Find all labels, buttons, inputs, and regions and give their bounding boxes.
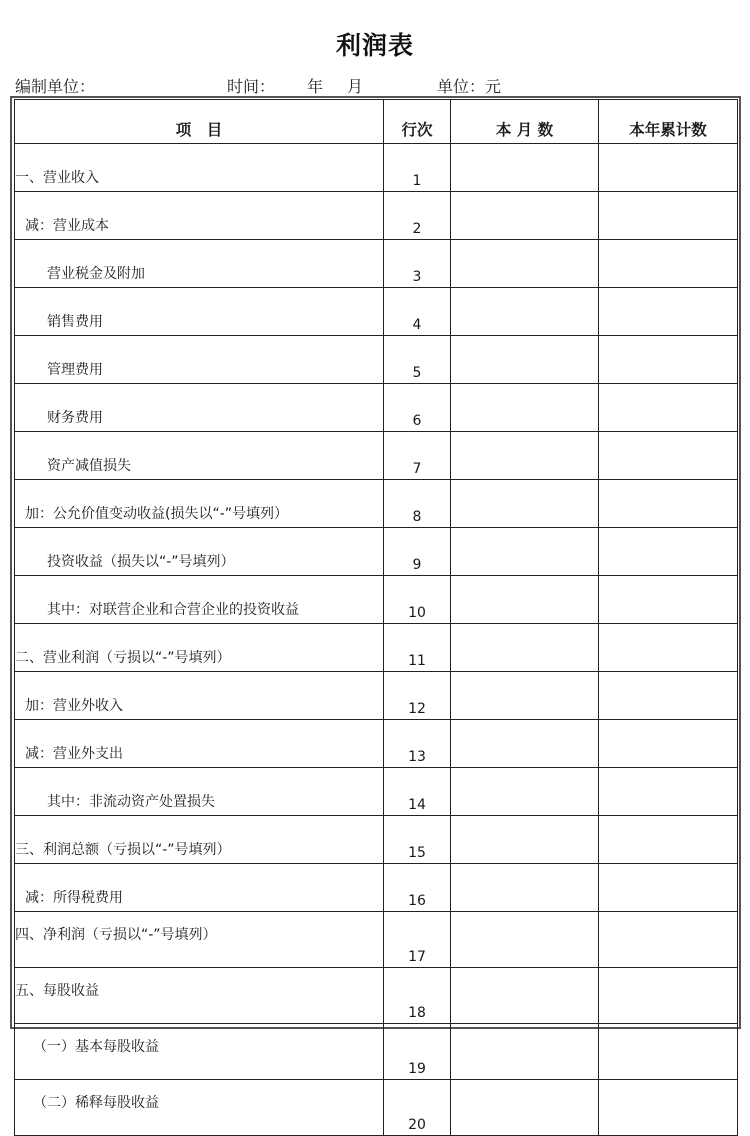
row-number: 9 bbox=[384, 528, 451, 576]
month-value-cell[interactable] bbox=[451, 1080, 599, 1136]
header-row-no: 行次 bbox=[384, 100, 451, 144]
month-value-cell[interactable] bbox=[451, 288, 599, 336]
table-row bbox=[15, 912, 738, 968]
item-label: （一）基本每股收益 bbox=[15, 1024, 384, 1080]
item-label: 其中：非流动资产处置损失 bbox=[15, 768, 384, 816]
item-label: 二、营业利润（亏损以“-”号填列） bbox=[15, 624, 384, 672]
income-statement-table bbox=[14, 99, 738, 1136]
month-value-cell[interactable] bbox=[451, 432, 599, 480]
table-row bbox=[15, 720, 738, 768]
item-label: 资产减值损失 bbox=[15, 432, 384, 480]
item-label: 加：公允价值变动收益(损失以“-”号填列） bbox=[15, 480, 384, 528]
month-value-cell[interactable] bbox=[451, 1024, 599, 1080]
month-value-cell[interactable] bbox=[451, 624, 599, 672]
item-label: 财务费用 bbox=[15, 384, 384, 432]
table-row bbox=[15, 672, 738, 720]
row-number: 11 bbox=[384, 624, 451, 672]
org-label: 编制单位： bbox=[15, 77, 96, 96]
month-value-cell[interactable] bbox=[451, 528, 599, 576]
table-row bbox=[15, 192, 738, 240]
month-value-cell[interactable] bbox=[451, 192, 599, 240]
year-total-cell[interactable] bbox=[599, 240, 738, 288]
year-total-cell[interactable] bbox=[599, 144, 738, 192]
month-value-cell[interactable] bbox=[451, 968, 599, 1024]
row-number: 3 bbox=[384, 240, 451, 288]
row-number: 18 bbox=[384, 968, 451, 1024]
table-row bbox=[15, 336, 738, 384]
row-number: 4 bbox=[384, 288, 451, 336]
year-total-cell[interactable] bbox=[599, 816, 738, 864]
year-total-cell[interactable] bbox=[599, 192, 738, 240]
row-number: 2 bbox=[384, 192, 451, 240]
row-number: 10 bbox=[384, 576, 451, 624]
table-row bbox=[15, 240, 738, 288]
row-number: 8 bbox=[384, 480, 451, 528]
header-year-total: 本年累计数 bbox=[599, 100, 738, 144]
row-number: 1 bbox=[384, 144, 451, 192]
item-label: 销售费用 bbox=[15, 288, 384, 336]
year-total-cell[interactable] bbox=[599, 384, 738, 432]
header-month: 本 月 数 bbox=[451, 100, 599, 144]
month-value-cell[interactable] bbox=[451, 480, 599, 528]
item-label: （二）稀释每股收益 bbox=[15, 1080, 384, 1136]
item-label: 管理费用 bbox=[15, 336, 384, 384]
page-title: 利润表 bbox=[335, 31, 414, 60]
month-label: 月 bbox=[347, 77, 364, 96]
year-total-cell[interactable] bbox=[599, 432, 738, 480]
item-label: 其中：对联营企业和合营企业的投资收益 bbox=[15, 576, 384, 624]
table-row bbox=[15, 816, 738, 864]
item-label: 减：营业成本 bbox=[15, 192, 384, 240]
item-label: 投资收益（损失以“-”号填列） bbox=[15, 528, 384, 576]
row-number: 20 bbox=[384, 1080, 451, 1136]
row-number: 6 bbox=[384, 384, 451, 432]
month-value-cell[interactable] bbox=[451, 336, 599, 384]
table-row bbox=[15, 480, 738, 528]
row-number: 12 bbox=[384, 672, 451, 720]
month-value-cell[interactable] bbox=[451, 576, 599, 624]
row-number: 19 bbox=[384, 1024, 451, 1080]
year-total-cell[interactable] bbox=[599, 968, 738, 1024]
row-number: 16 bbox=[384, 864, 451, 912]
month-value-cell[interactable] bbox=[451, 672, 599, 720]
table-row bbox=[15, 624, 738, 672]
row-number: 14 bbox=[384, 768, 451, 816]
month-value-cell[interactable] bbox=[451, 144, 599, 192]
year-total-cell[interactable] bbox=[599, 768, 738, 816]
item-label: 一、营业收入 bbox=[15, 144, 384, 192]
year-total-cell[interactable] bbox=[599, 528, 738, 576]
month-value-cell[interactable] bbox=[451, 384, 599, 432]
year-total-cell[interactable] bbox=[599, 624, 738, 672]
month-value-cell[interactable] bbox=[451, 912, 599, 968]
row-number: 7 bbox=[384, 432, 451, 480]
item-label: 营业税金及附加 bbox=[15, 240, 384, 288]
table-row bbox=[15, 144, 738, 192]
table-row bbox=[15, 1080, 738, 1136]
row-number: 17 bbox=[384, 912, 451, 968]
year-total-cell[interactable] bbox=[599, 864, 738, 912]
header-row bbox=[15, 100, 738, 144]
header-item: 项 目 bbox=[15, 100, 384, 144]
year-total-cell[interactable] bbox=[599, 336, 738, 384]
row-number: 5 bbox=[384, 336, 451, 384]
item-label: 减：营业外支出 bbox=[15, 720, 384, 768]
table-row bbox=[15, 768, 738, 816]
table-row bbox=[15, 576, 738, 624]
item-label: 减：所得税费用 bbox=[15, 864, 384, 912]
month-value-cell[interactable] bbox=[451, 720, 599, 768]
row-number: 13 bbox=[384, 720, 451, 768]
month-value-cell[interactable] bbox=[451, 240, 599, 288]
table-row bbox=[15, 864, 738, 912]
time-label: 时间： bbox=[227, 77, 276, 96]
row-number: 15 bbox=[384, 816, 451, 864]
year-total-cell[interactable] bbox=[599, 912, 738, 968]
year-total-cell[interactable] bbox=[599, 672, 738, 720]
year-total-cell[interactable] bbox=[599, 720, 738, 768]
year-total-cell[interactable] bbox=[599, 1024, 738, 1080]
year-label: 年 bbox=[307, 77, 324, 96]
year-total-cell[interactable] bbox=[599, 1080, 738, 1136]
year-total-cell[interactable] bbox=[599, 480, 738, 528]
item-label: 加：营业外收入 bbox=[15, 672, 384, 720]
table-row bbox=[15, 968, 738, 1024]
month-value-cell[interactable] bbox=[451, 816, 599, 864]
item-label: 三、利润总额（亏损以“-”号填列） bbox=[15, 816, 384, 864]
table-row bbox=[15, 1024, 738, 1080]
item-label: 四、净利润（亏损以“-”号填列） bbox=[15, 912, 384, 968]
unit-label: 单位：元 bbox=[437, 77, 502, 96]
table-row bbox=[15, 432, 738, 480]
table-row bbox=[15, 288, 738, 336]
month-value-cell[interactable] bbox=[451, 768, 599, 816]
table-row bbox=[15, 384, 738, 432]
year-total-cell[interactable] bbox=[599, 576, 738, 624]
year-total-cell[interactable] bbox=[599, 288, 738, 336]
month-value-cell[interactable] bbox=[451, 864, 599, 912]
table-row bbox=[15, 528, 738, 576]
item-label: 五、每股收益 bbox=[15, 968, 384, 1024]
